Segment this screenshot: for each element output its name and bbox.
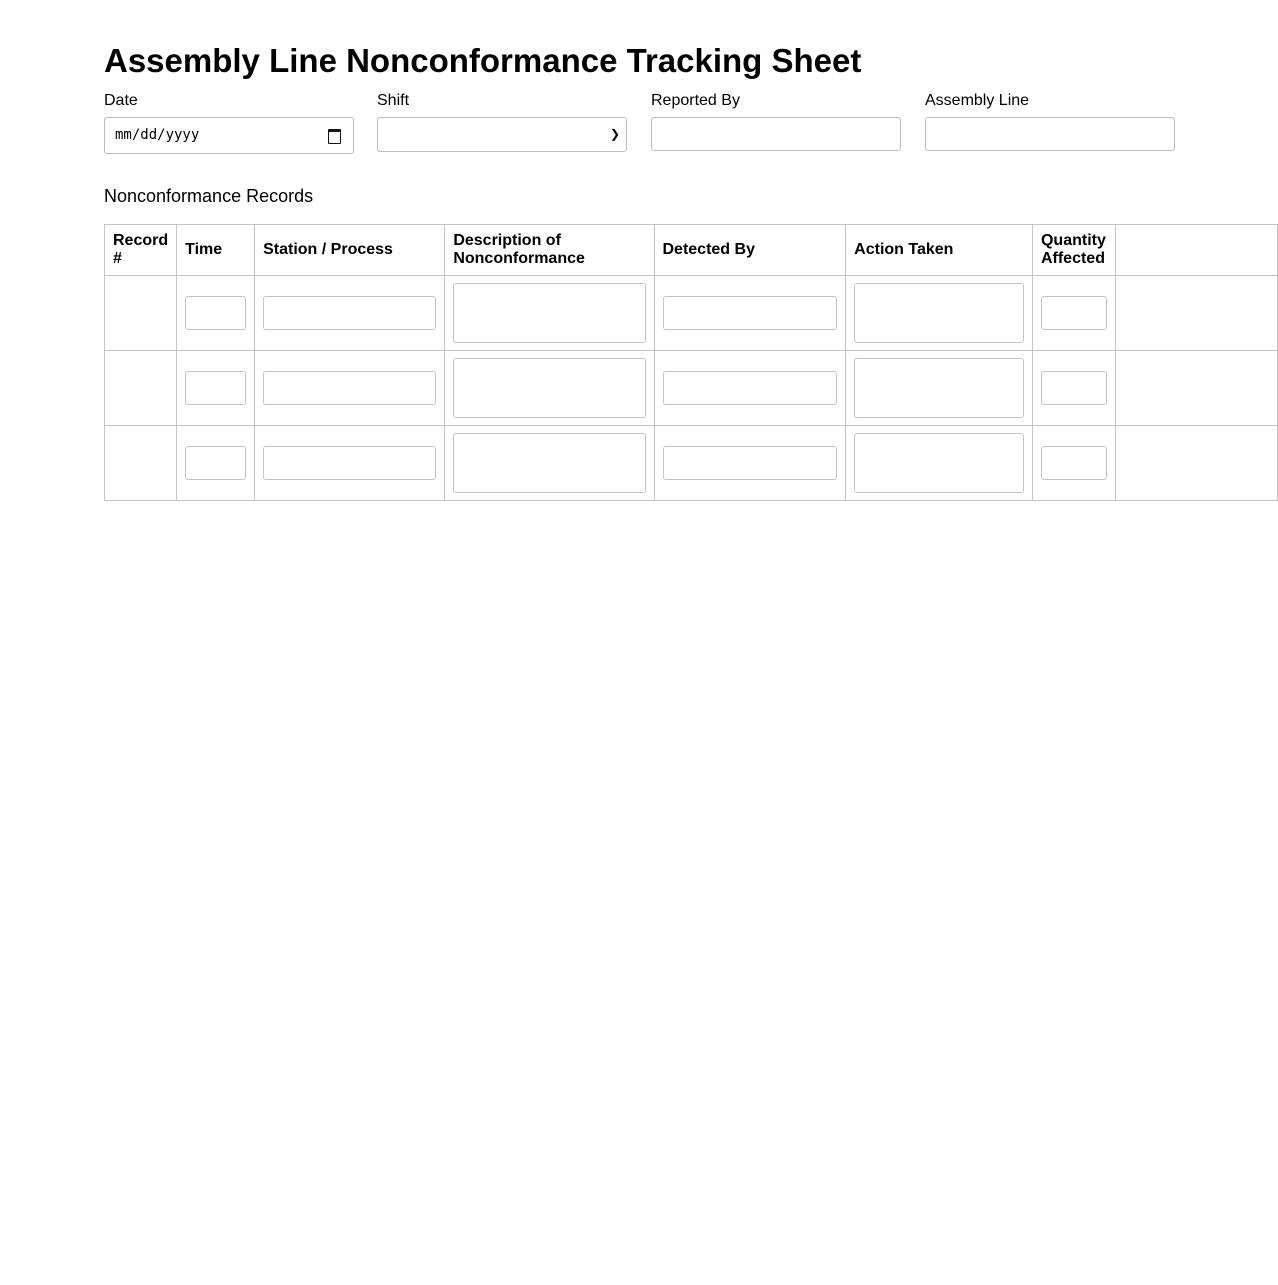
cell-detected-by <box>654 351 846 426</box>
date-label: Date <box>104 92 138 109</box>
cell-quantity <box>1032 426 1115 501</box>
station-input[interactable] <box>263 371 436 405</box>
records-table <box>104 224 1278 501</box>
date-input[interactable] <box>104 117 354 154</box>
cell-time <box>177 276 255 351</box>
cell-action <box>846 351 1033 426</box>
date-field <box>104 92 354 154</box>
description-input[interactable] <box>453 283 645 343</box>
table-row <box>105 426 1278 501</box>
table-row <box>105 276 1278 351</box>
station-input[interactable] <box>263 446 436 480</box>
cell-description <box>445 351 654 426</box>
cell-time <box>177 426 255 501</box>
cell-extra <box>1115 351 1277 426</box>
cell-time <box>177 351 255 426</box>
table-header-row <box>105 225 1278 276</box>
header-record: Record # <box>105 225 177 276</box>
shift-select[interactable] <box>377 117 627 152</box>
description-input[interactable] <box>453 433 645 493</box>
quantity-input[interactable] <box>1041 371 1107 405</box>
section-title: Nonconformance Records <box>104 186 314 206</box>
quantity-input[interactable] <box>1041 296 1107 330</box>
time-input[interactable] <box>185 296 246 330</box>
action-input[interactable] <box>854 283 1024 343</box>
table-row <box>105 351 1278 426</box>
reported-by-label: Reported By <box>651 92 740 109</box>
time-input[interactable] <box>185 446 246 480</box>
header-quantity: Quantity Affected <box>1032 225 1115 276</box>
cell-station <box>255 426 445 501</box>
assembly-line-input[interactable] <box>925 117 1175 151</box>
shift-field <box>377 92 627 152</box>
cell-record <box>105 426 177 501</box>
cell-extra <box>1115 426 1277 501</box>
action-input[interactable] <box>854 433 1024 493</box>
cell-extra <box>1115 276 1277 351</box>
header-station: Station / Process <box>255 225 445 276</box>
header-description: Description of Nonconformance <box>445 225 654 276</box>
header-action: Action Taken <box>846 225 1033 276</box>
cell-station <box>255 276 445 351</box>
detected-by-input[interactable] <box>663 296 838 330</box>
cell-description <box>445 276 654 351</box>
description-input[interactable] <box>453 358 645 418</box>
action-input[interactable] <box>854 358 1024 418</box>
header-extra <box>1115 225 1277 276</box>
detected-by-input[interactable] <box>663 371 838 405</box>
header-time: Time <box>177 225 255 276</box>
cell-detected-by <box>654 426 846 501</box>
cell-quantity <box>1032 351 1115 426</box>
date-placeholder: mm/dd/yyyy <box>115 127 200 143</box>
time-input[interactable] <box>185 371 246 405</box>
header-detected-by: Detected By <box>654 225 846 276</box>
cell-description <box>445 426 654 501</box>
calendar-icon[interactable] <box>328 129 341 144</box>
cell-action <box>846 276 1033 351</box>
assembly-line-label: Assembly Line <box>925 92 1030 109</box>
cell-detected-by <box>654 276 846 351</box>
station-input[interactable] <box>263 296 436 330</box>
reported-by-input[interactable] <box>651 117 901 151</box>
cell-station <box>255 351 445 426</box>
page-title: Assembly Line Nonconformance Tracking Sheet <box>104 42 862 79</box>
chevron-down-icon: ❯ <box>609 127 620 141</box>
shift-label: Shift <box>377 92 410 109</box>
cell-action <box>846 426 1033 501</box>
assembly-line-field <box>925 92 1175 151</box>
cell-quantity <box>1032 276 1115 351</box>
reported-by-field <box>651 92 901 151</box>
cell-record <box>105 276 177 351</box>
detected-by-input[interactable] <box>663 446 838 480</box>
quantity-input[interactable] <box>1041 446 1107 480</box>
cell-record <box>105 351 177 426</box>
